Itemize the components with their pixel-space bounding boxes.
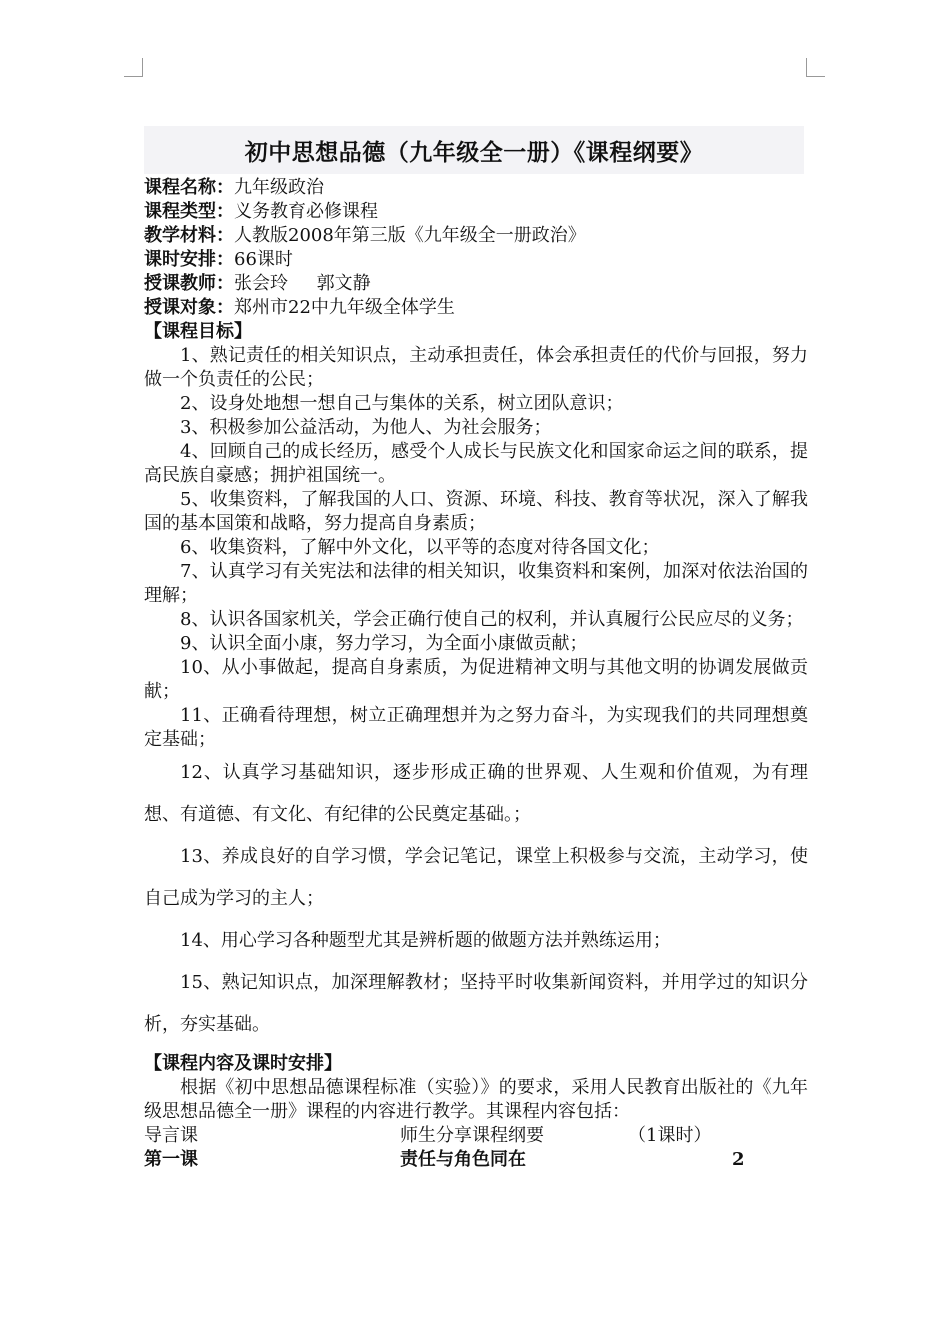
info-value: 人教版2008年第三版《九年级全一册政治》: [234, 225, 586, 246]
crop-mark-top-left: [124, 58, 143, 77]
info-row-materials: [144, 224, 808, 248]
info-label: 教学材料：: [144, 225, 234, 246]
goal-item: 13、养成良好的自学习惯，学会记笔记，课堂上积极参与交流，主动学习，使自己成为学习的主人；: [144, 846, 808, 909]
goals-heading: 【课程目标】: [144, 321, 252, 342]
goal-item: 2、设身处地想一想自己与集体的关系，树立团队意识；: [180, 393, 624, 414]
goal-item: 3、积极参加公益活动，为他人、为社会服务；: [180, 417, 552, 438]
schedule-row: [144, 1124, 808, 1148]
info-label: 课程类型：: [144, 201, 234, 222]
info-row-hours: [144, 248, 808, 272]
goal-item: 9、认识全面小康，努力学习，为全面小康做贡献；: [180, 633, 588, 654]
info-value: 九年级政治: [234, 177, 324, 198]
content-intro: 根据《初中思想品德课程标准（实验）》的要求，采用人民教育出版社的《九年级思想品德全一册》课程的内容进行教学。其课程内容包括：: [144, 1077, 808, 1122]
schedule-lesson: 第一课: [144, 1149, 198, 1170]
goal-item: 5、收集资料，了解我国的人口、资源、环境、科技、教育等状况，深入了解我国的基本国策和战略，努力提高自身素质；: [144, 489, 808, 534]
goal-item: 11、正确看待理想，树立正确理想并为之努力奋斗，为实现我们的共同理想奠定基础；: [144, 705, 808, 750]
schedule-topic: 师生分享课程纲要: [400, 1125, 544, 1146]
info-label: 课时安排：: [144, 249, 234, 270]
document-title: 初中思想品德（九年级全一册）《课程纲要》: [144, 126, 804, 174]
goal-item: 4、回顾自己的成长经历，感受个人成长与民族文化和国家命运之间的联系，提高民族自豪感；拥护祖国统一。: [144, 441, 808, 486]
course-info: [144, 176, 808, 320]
goal-item: 12、认真学习基础知识，逐步形成正确的世界观、人生观和价值观，为有理想、有道德、有文化、有纪律的公民奠定基础。；: [144, 762, 808, 825]
info-row-course-name: [144, 176, 808, 200]
schedule-lesson: 导言课: [144, 1125, 198, 1146]
goal-item: 10、从小事做起，提高自身素质，为促进精神文明与其他文明的协调发展做贡献；: [144, 657, 808, 702]
goal-item: 14、用心学习各种题型尤其是辨析题的做题方法并熟练运用；: [180, 930, 671, 951]
document-page: [144, 126, 808, 1172]
schedule-row: [144, 1148, 808, 1172]
info-label: 授课教师：: [144, 273, 234, 294]
goal-item: 8、认识各国家机关，学会正确行使自己的权利，并认真履行公民应尽的义务；: [180, 609, 804, 630]
schedule-hours: （1课时）: [628, 1125, 712, 1146]
goals-list: [144, 344, 808, 1046]
goal-item: 6、收集资料，了解中外文化，以平等的态度对待各国文化；: [180, 537, 660, 558]
crop-mark-top-right: [806, 58, 825, 77]
info-value: 郑州市22中九年级全体学生: [234, 297, 455, 318]
info-row-audience: [144, 296, 808, 320]
goal-item: 15、熟记知识点，加深理解教材；坚持平时收集新闻资料，并用学过的知识分析，夯实基础。: [144, 972, 808, 1035]
info-value: 张会玲 郭文静: [234, 273, 371, 294]
info-row-teachers: [144, 272, 808, 296]
content-heading: 【课程内容及课时安排】: [144, 1053, 342, 1074]
info-row-course-type: [144, 200, 808, 224]
info-value: 66课时: [234, 249, 293, 270]
schedule-topic: 责任与角色同在: [400, 1149, 526, 1170]
schedule-hours: 2: [732, 1149, 745, 1170]
info-label: 授课对象：: [144, 297, 234, 318]
goal-item: 1、熟记责任的相关知识点，主动承担责任，体会承担责任的代价与回报，努力做一个负责任的公民；: [144, 345, 808, 390]
goal-item: 7、认真学习有关宪法和法律的相关知识，收集资料和案例，加深对依法治国的理解；: [144, 561, 808, 606]
info-value: 义务教育必修课程: [234, 201, 378, 222]
info-label: 课程名称：: [144, 177, 234, 198]
